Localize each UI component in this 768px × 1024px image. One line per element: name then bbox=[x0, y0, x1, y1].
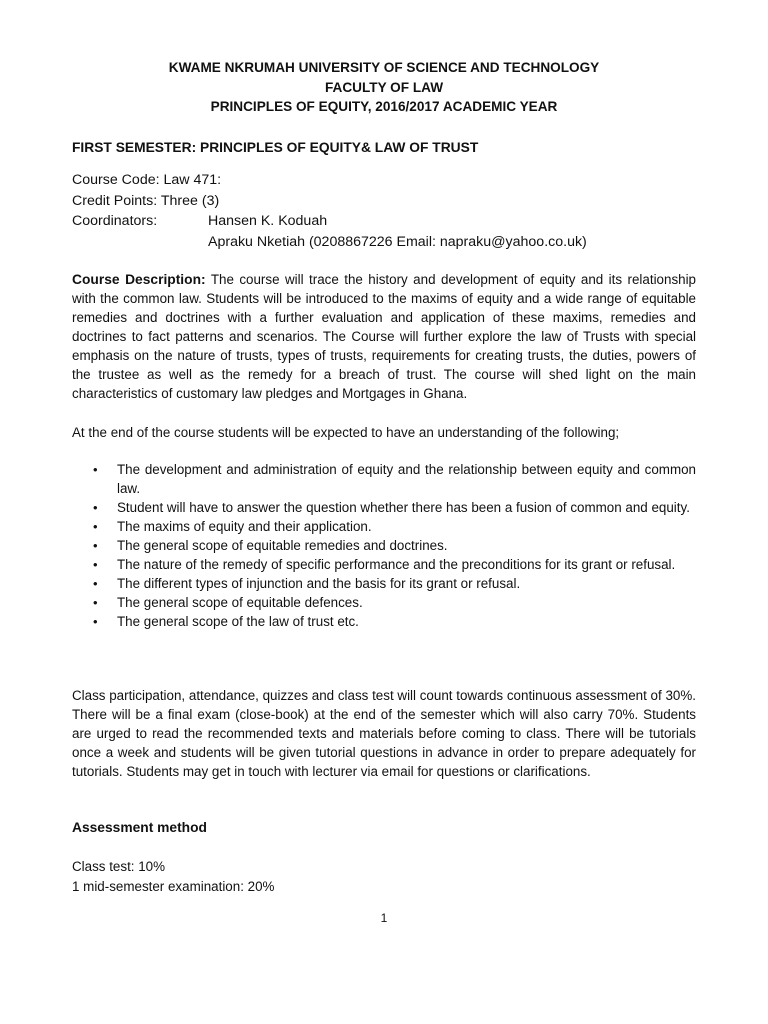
credit-points-label: Credit Points: bbox=[72, 192, 158, 209]
learning-outcomes-intro: At the end of the course students will be expected to have an understanding of the following; bbox=[72, 425, 620, 440]
list-item-text: The general scope of the law of trust etc. bbox=[117, 614, 359, 629]
list-item bbox=[72, 593, 696, 612]
bullet-icon: • bbox=[93, 614, 98, 629]
course-year-title: PRINCIPLES OF EQUITY, 2016/2017 ACADEMIC YEAR bbox=[210, 99, 558, 114]
document-header bbox=[0, 58, 768, 117]
list-item-text: The general scope of equitable remedies and doctrines. bbox=[117, 538, 448, 553]
course-code-row bbox=[72, 170, 587, 191]
list-item bbox=[72, 536, 696, 555]
course-code-label: Course Code: bbox=[72, 172, 160, 188]
course-info bbox=[72, 170, 587, 252]
list-item bbox=[72, 612, 696, 631]
credit-points-row bbox=[72, 191, 587, 212]
list-item-text: Student will have to answer the question whether there has been a fusion of common and equity. bbox=[117, 500, 690, 515]
list-item bbox=[72, 460, 696, 498]
bullet-icon: • bbox=[93, 538, 98, 553]
coordinators-label: Coordinators: bbox=[72, 213, 158, 229]
list-item-text: The maxims of equity and their application. bbox=[117, 519, 372, 534]
course-code-value: Law 471: bbox=[163, 172, 222, 188]
course-description-text: The course will trace the history and development of equity and its relationship with the common law. Students will be introduced to the maxims of equity and a wide range of equitable remedies and doctrines with a further evaluation and application of these maxims, remedies and doctrines to fact patterns and scenarios. The Course will further explore the law of Trusts with special emphasis on the nature of trusts, types of trusts, requirements for creating trusts, the duties, powers of the trustee as well as the remedy for a breach of trust. The course will shed light on the main characteristics of customary law pledges and Mortgages in Ghana. bbox=[72, 272, 697, 401]
list-item-text: The general scope of equitable defences. bbox=[117, 595, 363, 610]
list-item bbox=[72, 517, 696, 536]
list-item-text: The nature of the remedy of specific performance and the preconditions for its grant or refusal. bbox=[117, 557, 676, 572]
coordinator-2-row bbox=[72, 232, 587, 253]
bullet-icon: • bbox=[93, 462, 98, 477]
bullet-icon: • bbox=[93, 576, 98, 591]
course-description-label: Course Description: bbox=[72, 272, 206, 287]
page-number: 1 bbox=[380, 911, 388, 925]
list-item-text: The different types of injunction and the basis for its grant or refusal. bbox=[117, 576, 521, 591]
bullet-icon: • bbox=[93, 500, 98, 515]
coordinator-2: Apraku Nketiah (0208867226 Email: napraku@yahoo.co.uk) bbox=[208, 233, 587, 250]
assessment-method-heading: Assessment method bbox=[72, 820, 207, 835]
bullet-icon: • bbox=[93, 519, 98, 534]
list-item-text: The development and administration of equity and the relationship between equity and common law. bbox=[117, 462, 696, 496]
coordinators-row bbox=[72, 211, 587, 232]
bullet-icon: • bbox=[93, 557, 98, 572]
assessment-item: Class test: 10% bbox=[72, 859, 166, 874]
university-name: KWAME NKRUMAH UNIVERSITY OF SCIENCE AND TECHNOLOGY bbox=[168, 60, 600, 75]
course-description bbox=[72, 270, 696, 403]
list-item bbox=[72, 574, 696, 593]
learning-outcomes-list bbox=[72, 460, 696, 631]
semester-title: FIRST SEMESTER: PRINCIPLES OF EQUITY& LAW OF TRUST bbox=[72, 140, 479, 155]
assessment-paragraph: Class participation, attendance, quizzes and class test will count towards continuous assessment of 30%. There will be a final exam (close-book) at the end of the semester which will also carry 70%. Students are urged to read the recommended texts and materials before coming to class. There will be tutorials once a week and students will be given tutorial questions in advance in order to prepare adequately for tutorials. Students may get in touch with lecturer via email for questions or clarifications. bbox=[72, 688, 696, 779]
assessment-item: 1 mid-semester examination: 20% bbox=[72, 878, 275, 894]
assessment-method-list bbox=[72, 857, 274, 896]
faculty-name: FACULTY OF LAW bbox=[324, 79, 444, 95]
list-item bbox=[72, 498, 696, 517]
bullet-icon: • bbox=[93, 595, 98, 610]
credit-points-value: Three (3) bbox=[160, 192, 220, 209]
list-item bbox=[72, 555, 696, 574]
coordinator-1: Hansen K. Koduah bbox=[208, 213, 328, 229]
